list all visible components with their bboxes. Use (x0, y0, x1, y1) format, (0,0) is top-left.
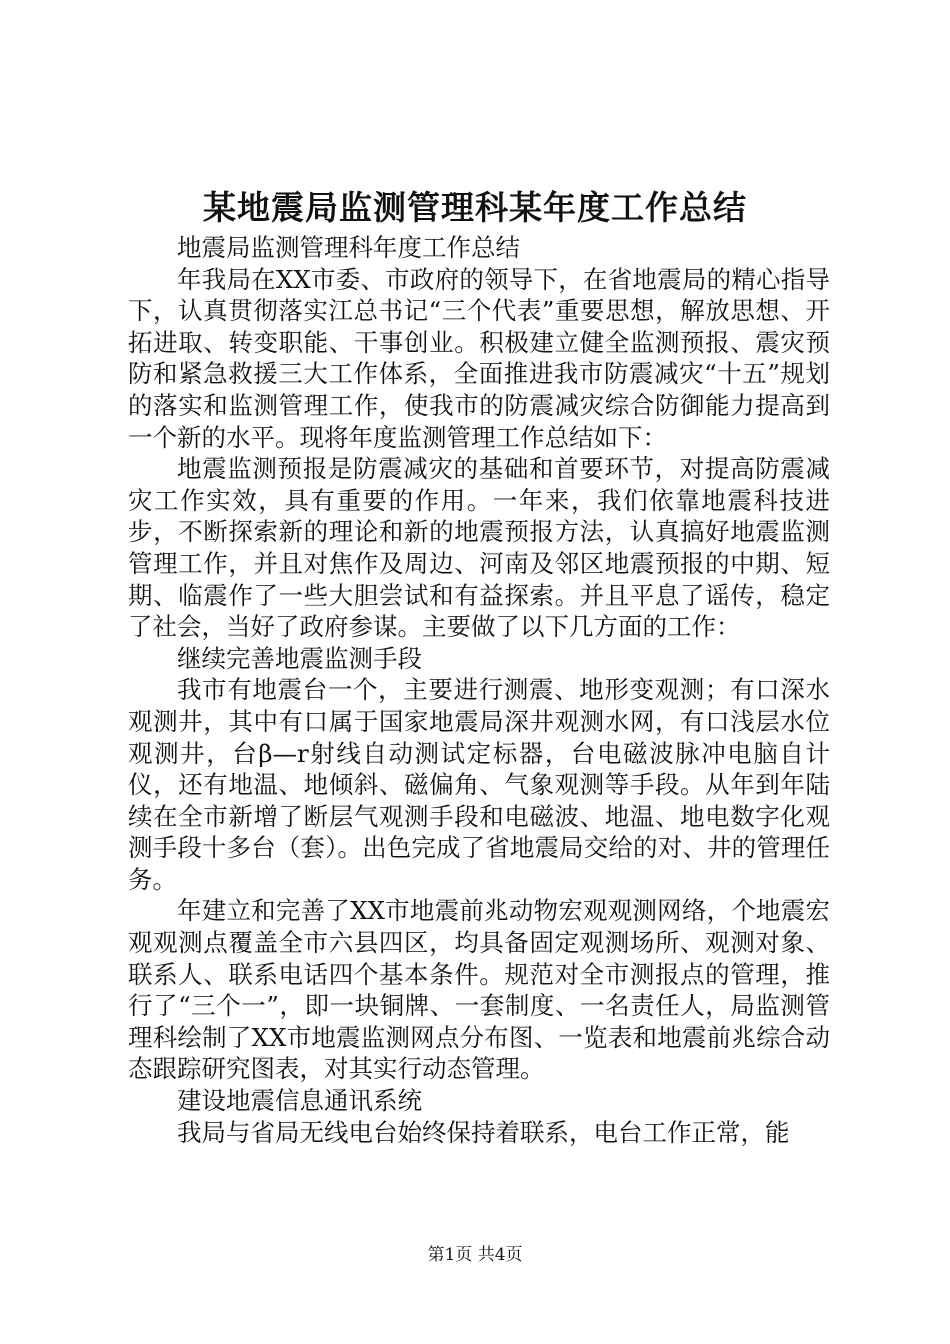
body-paragraph: 我局与省局无线电台始终保持着联系，电台工作正常，能 (177, 1117, 790, 1147)
document-title: 某地震局监测管理科某年度工作总结 (203, 188, 747, 227)
body-paragraph: 地震监测预报是防震减灾的基础和首要环节，对提高防震减灾工作实效，具有重要的作用。一年来，我们依靠地震科技进步，不断探索新的理论和新的地震预报方法，认真搞好地震监测管理工作，并且对焦作及周边、河南及邻区地震预报的中期、短期、临震作了一些大胆尝试和有益探索。并且平息了谣传，稳定了社会，当好了政府参谋。主要做了以下几方面的工作： (128, 454, 830, 642)
body-paragraph: 我市有地震台一个，主要进行测震、地形变观测；有口深水观测井，其中有口属于国家地震局深井观测水网，有口浅层水位观测井，台β—r射线自动测试定标器，台电磁波脉冲电脑自计仪，还有地温、地倾斜、磁偏角、气象观测等手段。从年到年陆续在全市新增了断层气观测手段和电磁波、地温、地电数字化观测手段十多台（套）。出色完成了省地震局交给的对、井的管理任务。 (128, 675, 830, 894)
body-paragraph: 年建立和完善了XX市地震前兆动物宏观观测网络，个地震宏观观测点覆盖全市六县四区，均具备固定观测场所、观测对象、联系人、联系电话四个基本条件。规范对全市测报点的管理，推行了“三个一”，即一块铜牌、一套制度、一名责任人，局监测管理科绘制了XX市地震监测网点分布图、一览表和地震前兆综合动态跟踪研究图表，对其实行动态管理。 (128, 896, 830, 1084)
document-body (128, 232, 830, 1148)
section-heading: 继续完善地震监测手段 (177, 643, 422, 673)
subtitle-paragraph: 地震局监测管理科年度工作总结 (177, 233, 520, 262)
intro-paragraph: 年我局在XX市委、市政府的领导下，在省地震局的精心指导下，认真贯彻落实江总书记“三个代表”重要思想，解放思想、开拓进取、转变职能、干事创业。积极建立健全监测预报、震灾预防和紧急救援三大工作体系，全面推进我市防震减灾“十五”规划的落实和监测管理工作，使我市的防震减灾综合防御能力提高到一个新的水平。现将年度监测管理工作总结如下： (128, 264, 830, 452)
page-footer: 第1页 共4页 (427, 1245, 523, 1265)
section-heading: 建设地震信息通讯系统 (177, 1086, 422, 1116)
